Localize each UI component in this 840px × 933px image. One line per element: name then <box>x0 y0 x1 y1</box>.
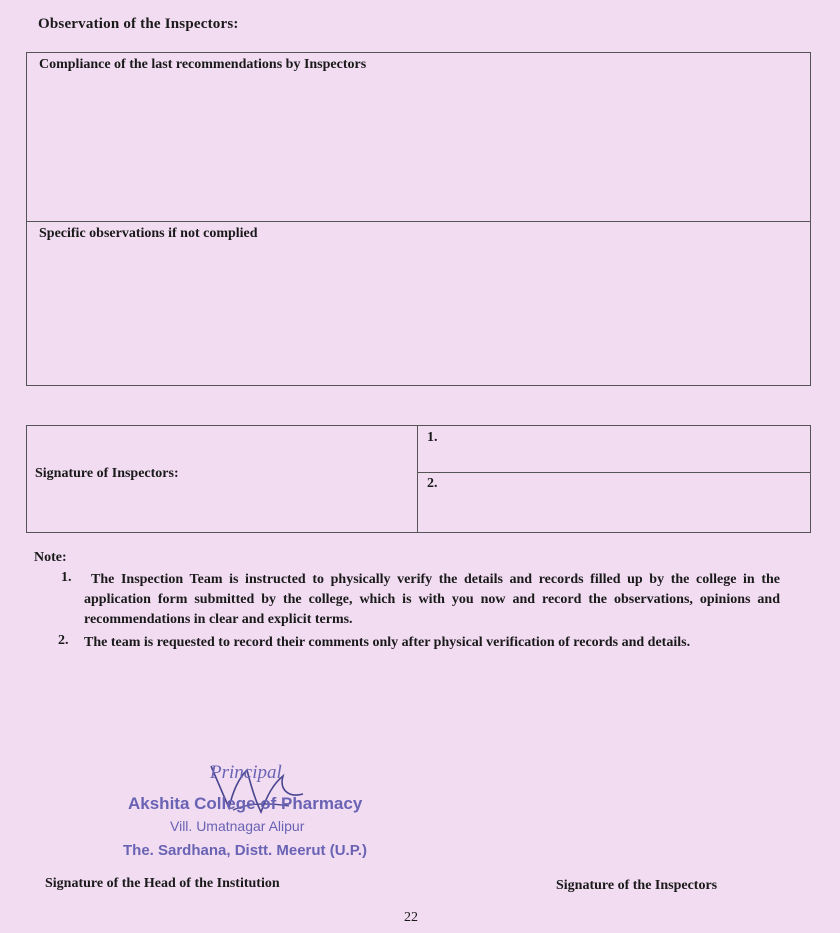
compliance-label: Compliance of the last recommendations by Inspectors <box>39 57 367 72</box>
compliance-cell <box>27 53 810 222</box>
principal-stamp <box>118 760 408 870</box>
note-item-text: The team is requested to record their comments only after physical verification of records and details. <box>84 635 691 650</box>
inspector-1-signature-cell <box>418 426 810 473</box>
specific-observations-cell <box>27 222 810 385</box>
stamp-village: Vill. Umatnagar Alipur <box>170 818 305 834</box>
head-of-institution-signature-label: Signature of the Head of the Institution <box>45 876 280 891</box>
inspector-1-number: 1. <box>427 430 438 445</box>
specific-observations-label: Specific observations if not complied <box>39 226 258 241</box>
observation-table <box>26 52 811 386</box>
note-item-number: 2. <box>58 633 69 648</box>
stamp-district: The. Sardhana, Distt. Meerut (U.P.) <box>123 842 367 859</box>
page-number: 22 <box>404 910 418 925</box>
stamp-college-name: Akshita College of Pharmacy <box>128 794 363 813</box>
signature-of-inspectors-label: Signature of Inspectors: <box>35 466 179 481</box>
inspector-signature-table <box>26 425 811 533</box>
inspectors-signature-label: Signature of the Inspectors <box>556 878 718 893</box>
inspector-2-signature-cell <box>418 473 810 532</box>
note-item-number: 1. <box>61 570 72 585</box>
signature-label-cell <box>27 426 418 532</box>
note-title: Note: <box>34 550 67 565</box>
note-item-text: The Inspection Team is instructed to physically verify the details and records filled up by the college in the application form submitted by the college, which is with you now and record the observations, opinions and recommendations in clear and explicit terms. <box>84 572 780 627</box>
page-heading: Observation of the Inspectors: <box>38 16 239 32</box>
stamp-principal-title: Principal <box>210 762 282 783</box>
inspector-2-number: 2. <box>427 476 438 491</box>
